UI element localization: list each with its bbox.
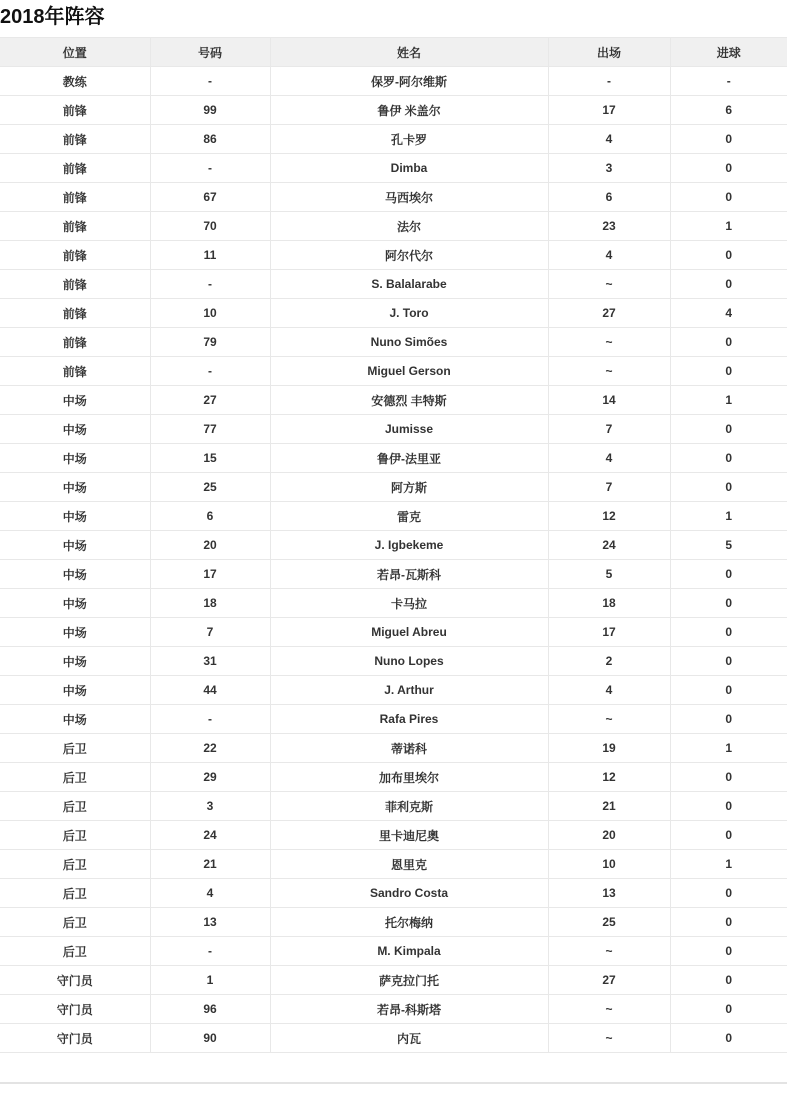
cell-number: -	[150, 270, 270, 299]
cell-name: 法尔	[270, 212, 548, 241]
cell-number: -	[150, 705, 270, 734]
cell-number: 24	[150, 821, 270, 850]
cell-name: 托尔梅纳	[270, 908, 548, 937]
cell-position: 守门员	[0, 995, 150, 1024]
cell-name: 内瓦	[270, 1024, 548, 1053]
table-row	[0, 96, 787, 125]
cell-goals: 1	[670, 386, 787, 415]
cell-name: J. Igbekeme	[270, 531, 548, 560]
cell-goals: 0	[670, 618, 787, 647]
cell-position: 中场	[0, 415, 150, 444]
cell-position: 前锋	[0, 299, 150, 328]
cell-appearances: 3	[548, 154, 670, 183]
cell-goals: 0	[670, 705, 787, 734]
cell-appearances: 14	[548, 386, 670, 415]
cell-number: 7	[150, 618, 270, 647]
table-row	[0, 125, 787, 154]
cell-appearances: 4	[548, 241, 670, 270]
table-row	[0, 821, 787, 850]
cell-goals: 4	[670, 299, 787, 328]
cell-goals: 0	[670, 444, 787, 473]
cell-position: 中场	[0, 618, 150, 647]
cell-appearances: 19	[548, 734, 670, 763]
cell-number: 70	[150, 212, 270, 241]
cell-name: 安德烈 丰特斯	[270, 386, 548, 415]
cell-number: 13	[150, 908, 270, 937]
cell-name: Nuno Simões	[270, 328, 548, 357]
table-row	[0, 183, 787, 212]
table-row	[0, 328, 787, 357]
cell-position: 守门员	[0, 1024, 150, 1053]
cell-number: 17	[150, 560, 270, 589]
cell-number: 21	[150, 850, 270, 879]
cell-name: M. Kimpala	[270, 937, 548, 966]
cell-position: 后卫	[0, 879, 150, 908]
cell-number: 96	[150, 995, 270, 1024]
col-header-name: 姓名	[270, 38, 548, 67]
table-row	[0, 676, 787, 705]
table-row	[0, 792, 787, 821]
cell-appearances: 13	[548, 879, 670, 908]
cell-name: Nuno Lopes	[270, 647, 548, 676]
cell-appearances: 12	[548, 502, 670, 531]
cell-goals: 0	[670, 183, 787, 212]
cell-appearances: 23	[548, 212, 670, 241]
table-row	[0, 763, 787, 792]
cell-appearances: 24	[548, 531, 670, 560]
cell-appearances: 21	[548, 792, 670, 821]
table-row	[0, 415, 787, 444]
cell-name: 雷克	[270, 502, 548, 531]
cell-appearances: 25	[548, 908, 670, 937]
cell-position: 中场	[0, 647, 150, 676]
cell-name: J. Arthur	[270, 676, 548, 705]
cell-appearances: 27	[548, 299, 670, 328]
cell-appearances: 7	[548, 415, 670, 444]
cell-appearances: ~	[548, 270, 670, 299]
cell-goals: 0	[670, 589, 787, 618]
cell-number: 1	[150, 966, 270, 995]
cell-goals: 0	[670, 125, 787, 154]
roster-table	[0, 37, 787, 1053]
cell-appearances: 7	[548, 473, 670, 502]
table-row	[0, 908, 787, 937]
cell-goals: 0	[670, 966, 787, 995]
cell-appearances: 17	[548, 96, 670, 125]
cell-name: 保罗-阿尔维斯	[270, 67, 548, 96]
cell-goals: 5	[670, 531, 787, 560]
cell-goals: 0	[670, 154, 787, 183]
table-row	[0, 357, 787, 386]
cell-goals: 0	[670, 763, 787, 792]
cell-appearances: 18	[548, 589, 670, 618]
cell-number: 4	[150, 879, 270, 908]
cell-name: 鲁伊 米盖尔	[270, 96, 548, 125]
cell-position: 中场	[0, 444, 150, 473]
cell-position: 教练	[0, 67, 150, 96]
cell-position: 守门员	[0, 966, 150, 995]
cell-appearances: ~	[548, 995, 670, 1024]
cell-goals: 0	[670, 560, 787, 589]
cell-number: 31	[150, 647, 270, 676]
cell-position: 中场	[0, 386, 150, 415]
bottom-divider	[0, 1082, 787, 1084]
cell-appearances: 27	[548, 966, 670, 995]
table-row	[0, 299, 787, 328]
cell-goals: 0	[670, 415, 787, 444]
cell-name: 里卡迪尼奥	[270, 821, 548, 850]
cell-name: 卡马拉	[270, 589, 548, 618]
cell-goals: 0	[670, 879, 787, 908]
cell-number: 27	[150, 386, 270, 415]
cell-number: 79	[150, 328, 270, 357]
cell-appearances: 4	[548, 125, 670, 154]
cell-position: 中场	[0, 560, 150, 589]
cell-goals: 0	[670, 647, 787, 676]
cell-name: 恩里克	[270, 850, 548, 879]
cell-number: 22	[150, 734, 270, 763]
cell-number: 11	[150, 241, 270, 270]
cell-goals: 1	[670, 850, 787, 879]
cell-name: 萨克拉门托	[270, 966, 548, 995]
col-header-appearances: 出场	[548, 38, 670, 67]
cell-name: Jumisse	[270, 415, 548, 444]
cell-number: -	[150, 67, 270, 96]
table-row	[0, 270, 787, 299]
table-row	[0, 502, 787, 531]
cell-appearances: 4	[548, 444, 670, 473]
cell-name: Miguel Gerson	[270, 357, 548, 386]
cell-number: 3	[150, 792, 270, 821]
cell-number: 15	[150, 444, 270, 473]
cell-appearances: 6	[548, 183, 670, 212]
cell-goals: 0	[670, 1024, 787, 1053]
cell-name: J. Toro	[270, 299, 548, 328]
table-row	[0, 531, 787, 560]
cell-position: 前锋	[0, 125, 150, 154]
cell-position: 前锋	[0, 212, 150, 241]
col-header-position: 位置	[0, 38, 150, 67]
cell-position: 中场	[0, 676, 150, 705]
cell-number: 29	[150, 763, 270, 792]
table-row	[0, 966, 787, 995]
table-row	[0, 473, 787, 502]
cell-goals: 0	[670, 357, 787, 386]
cell-appearances: 12	[548, 763, 670, 792]
cell-number: 67	[150, 183, 270, 212]
cell-appearances: ~	[548, 328, 670, 357]
cell-position: 后卫	[0, 850, 150, 879]
cell-name: 加布里埃尔	[270, 763, 548, 792]
cell-number: 99	[150, 96, 270, 125]
cell-position: 中场	[0, 705, 150, 734]
cell-position: 前锋	[0, 241, 150, 270]
cell-goals: 0	[670, 270, 787, 299]
cell-goals: 0	[670, 241, 787, 270]
cell-position: 后卫	[0, 734, 150, 763]
cell-position: 前锋	[0, 183, 150, 212]
cell-number: 20	[150, 531, 270, 560]
table-row	[0, 995, 787, 1024]
cell-number: 44	[150, 676, 270, 705]
cell-goals: 0	[670, 676, 787, 705]
cell-name: 阿方斯	[270, 473, 548, 502]
cell-goals: -	[670, 67, 787, 96]
cell-appearances: 4	[548, 676, 670, 705]
cell-appearances: ~	[548, 937, 670, 966]
cell-position: 后卫	[0, 937, 150, 966]
cell-position: 前锋	[0, 154, 150, 183]
col-header-number: 号码	[150, 38, 270, 67]
table-row	[0, 212, 787, 241]
cell-appearances: 2	[548, 647, 670, 676]
cell-position: 后卫	[0, 792, 150, 821]
cell-goals: 1	[670, 212, 787, 241]
cell-position: 前锋	[0, 96, 150, 125]
cell-goals: 0	[670, 328, 787, 357]
cell-number: 25	[150, 473, 270, 502]
cell-position: 中场	[0, 473, 150, 502]
cell-appearances: -	[548, 67, 670, 96]
cell-goals: 0	[670, 995, 787, 1024]
table-row	[0, 1024, 787, 1053]
cell-appearances: 10	[548, 850, 670, 879]
table-header-row	[0, 38, 787, 67]
cell-goals: 0	[670, 473, 787, 502]
cell-name: Miguel Abreu	[270, 618, 548, 647]
table-row	[0, 386, 787, 415]
cell-name: 若昂-瓦斯科	[270, 560, 548, 589]
cell-position: 后卫	[0, 821, 150, 850]
cell-appearances: 17	[548, 618, 670, 647]
cell-name: 马西埃尔	[270, 183, 548, 212]
cell-goals: 0	[670, 792, 787, 821]
table-row	[0, 560, 787, 589]
cell-appearances: 20	[548, 821, 670, 850]
table-row	[0, 734, 787, 763]
cell-goals: 0	[670, 908, 787, 937]
cell-name: 若昂-科斯塔	[270, 995, 548, 1024]
cell-name: 孔卡罗	[270, 125, 548, 154]
cell-goals: 6	[670, 96, 787, 125]
cell-position: 后卫	[0, 763, 150, 792]
cell-name: 蒂诺科	[270, 734, 548, 763]
table-row	[0, 589, 787, 618]
table-row	[0, 67, 787, 96]
table-row	[0, 647, 787, 676]
cell-position: 前锋	[0, 357, 150, 386]
cell-appearances: 5	[548, 560, 670, 589]
cell-number: -	[150, 154, 270, 183]
table-row	[0, 879, 787, 908]
cell-position: 中场	[0, 589, 150, 618]
cell-number: -	[150, 357, 270, 386]
cell-appearances: ~	[548, 1024, 670, 1053]
cell-name: Sandro Costa	[270, 879, 548, 908]
cell-number: -	[150, 937, 270, 966]
table-row	[0, 705, 787, 734]
cell-number: 10	[150, 299, 270, 328]
table-row	[0, 618, 787, 647]
cell-name: 菲利克斯	[270, 792, 548, 821]
cell-number: 18	[150, 589, 270, 618]
col-header-goals: 进球	[670, 38, 787, 67]
cell-number: 90	[150, 1024, 270, 1053]
table-row	[0, 444, 787, 473]
cell-name: 阿尔代尔	[270, 241, 548, 270]
table-row	[0, 937, 787, 966]
roster-table-body	[0, 67, 787, 1053]
table-row	[0, 241, 787, 270]
table-row	[0, 850, 787, 879]
cell-name: 鲁伊-法里亚	[270, 444, 548, 473]
cell-appearances: ~	[548, 357, 670, 386]
page-title: 2018年阵容	[0, 6, 105, 28]
cell-name: S. Balalarabe	[270, 270, 548, 299]
cell-position: 前锋	[0, 270, 150, 299]
cell-position: 前锋	[0, 328, 150, 357]
cell-position: 后卫	[0, 908, 150, 937]
table-row	[0, 154, 787, 183]
cell-appearances: ~	[548, 705, 670, 734]
cell-goals: 0	[670, 821, 787, 850]
cell-goals: 0	[670, 937, 787, 966]
cell-name: Dimba	[270, 154, 548, 183]
cell-name: Rafa Pires	[270, 705, 548, 734]
cell-position: 中场	[0, 531, 150, 560]
cell-number: 6	[150, 502, 270, 531]
cell-goals: 1	[670, 734, 787, 763]
cell-number: 77	[150, 415, 270, 444]
cell-position: 中场	[0, 502, 150, 531]
cell-goals: 1	[670, 502, 787, 531]
cell-number: 86	[150, 125, 270, 154]
